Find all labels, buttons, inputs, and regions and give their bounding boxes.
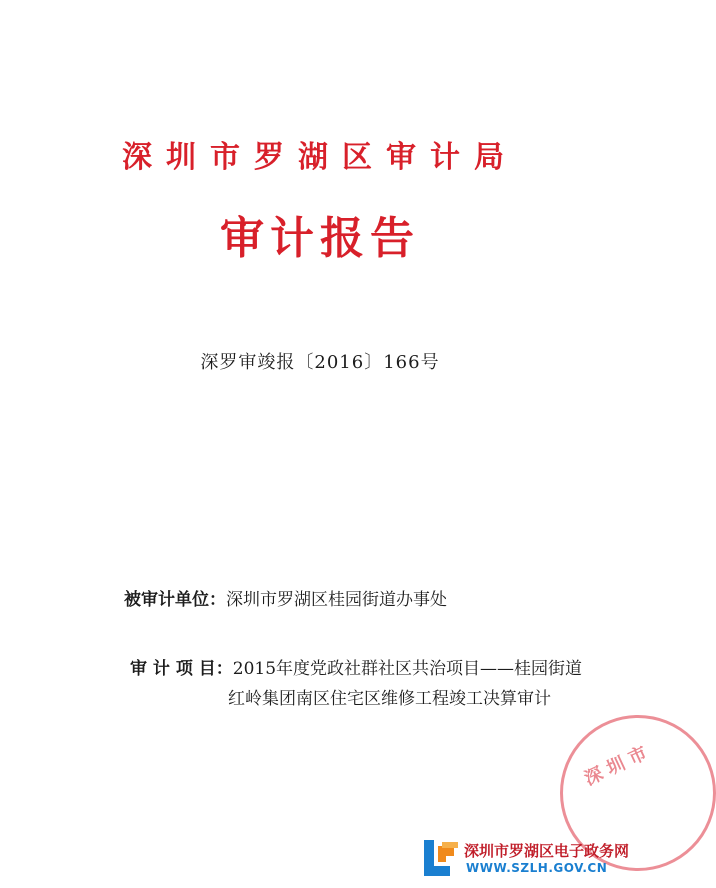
agency-title: 深圳市罗湖区审计局 (122, 140, 518, 175)
watermark-site-name: 深圳市罗湖区电子政务网 (464, 842, 630, 860)
project-value-line2: 红岭集团南区住宅区维修工程竣工决算审计 (228, 689, 551, 709)
auditee-value: 深圳市罗湖区桂园街道办事处 (226, 590, 447, 610)
project-field (130, 654, 582, 679)
project-value-line1: 2015年度党政社群社区共治项目——桂园街道 (232, 659, 583, 679)
document-number: 深罗审竣报〔2016〕166号 (200, 352, 440, 373)
document-title: 审计报告 (220, 213, 420, 264)
watermark-url: WWW.SZLH.GOV.CN (466, 861, 608, 875)
auditee-field (124, 585, 447, 610)
project-label: 审 计 项 目： (130, 659, 233, 679)
seal-text: 深 圳 市 (581, 742, 651, 790)
site-logo-icon (420, 836, 460, 880)
auditee-label: 被审计单位： (124, 590, 226, 610)
site-watermark (420, 834, 636, 882)
